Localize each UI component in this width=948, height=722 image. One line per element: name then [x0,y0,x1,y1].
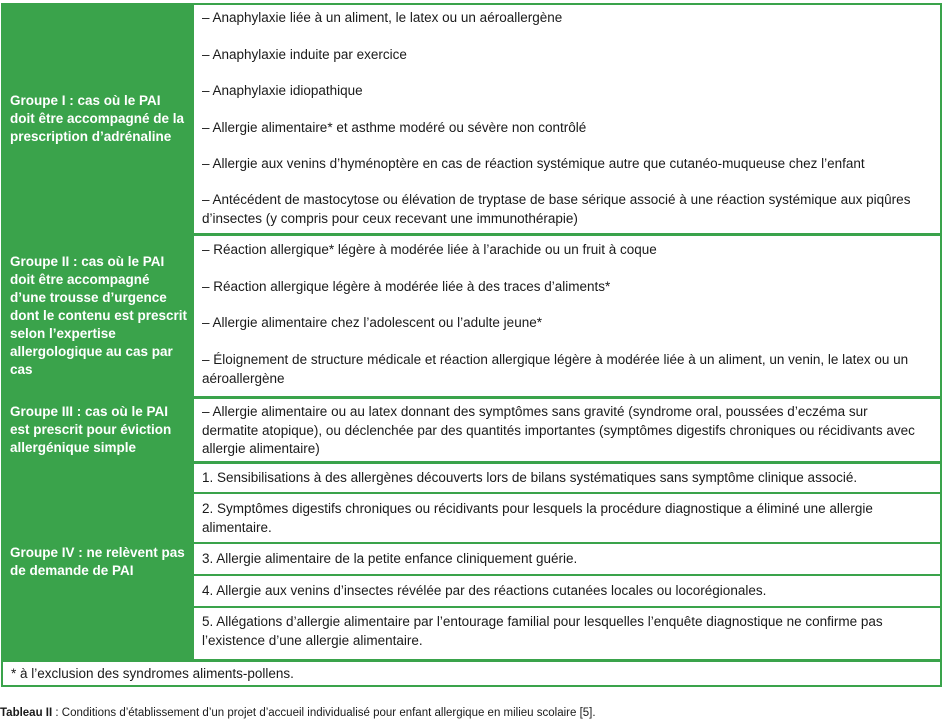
group-4-item-row [194,494,940,544]
group-1-title: Groupe I : cas où le PAI doit être accompagné de la prescription d’adrénaline [10,93,185,144]
group-1-row [3,5,940,233]
group-1-item: – Allergie alimentaire* et asthme modéré ou sévère non contrôlé [202,120,587,135]
group-3-header [3,399,194,461]
group-3-title: Groupe III : cas où le PAI est prescrit pour éviction allergénique simple [10,404,172,455]
group-1-item: – Antécédent de mastocytose ou élévation de tryptase de base sérique associé à une réaction systémique aux piqûres d’insectes (y compris pour ceux recevant une immunothérapie) [202,192,911,226]
group-4-item-row [194,544,940,576]
group-4-item: 2. Symptômes digestifs chroniques ou récidivants pour lesquels la procédure diagnostique a éliminé une allergie alimentaire. [202,501,873,535]
group-2-item: – Réaction allergique* légère à modérée liée à l’arachide ou un fruit à coque [202,242,657,257]
caption-label: Tableau II [0,707,53,719]
group-4-row [3,464,940,659]
group-4-title: Groupe IV : ne relèvent pas de demande de PAI [10,544,185,578]
group-2-row [3,236,940,396]
group-2-item: – Réaction allergique légère à modérée liée à des traces d’aliments* [202,279,611,294]
table-caption [0,706,596,720]
table-footnote: * à l’exclusion des syndromes aliments-pollens. [11,666,294,681]
group-1-item: – Allergie aux venins d’hyménoptère en cas de réaction systémique autre que cutanéo-muqueuse chez l’enfant [202,156,865,171]
group-4-item-row [194,464,940,494]
group-4-item: 4. Allergie aux venins d’insectes révélée par des réactions cutanées locales ou locorégionales. [202,583,767,598]
group-2-title: Groupe II : cas où le PAI doit être accompagné d’une trousse d’urgence dont le contenu est prescrit selon l’expertise allergologique au cas par cas [10,254,188,377]
group-4-header [3,464,194,659]
pai-table [1,3,942,687]
group-4-item-row [194,608,940,659]
group-1-items [194,5,940,233]
group-3-items [194,399,940,461]
group-4-item: 3. Allergie alimentaire de la petite enfance cliniquement guérie. [202,551,578,566]
row-divider [3,659,940,662]
group-1-header [3,5,194,233]
group-2-item: – Éloignement de structure médicale et réaction allergique légère à modérée liée à un aliment, un venin, le latex ou un aéroallergène [202,352,909,386]
group-1-item: – Anaphylaxie idiopathique [202,83,363,98]
caption-text: : Conditions d’établissement d’un projet d’accueil individualisé pour enfant allergique en milieu scolaire [5]. [52,707,596,719]
group-4-item: 1. Sensibilisations à des allergènes découverts lors de bilans systématiques sans symptôme clinique associé. [202,470,858,485]
group-1-item: – Anaphylaxie liée à un aliment, le latex ou un aéroallergène [202,10,563,25]
group-2-items [194,236,940,396]
group-4-item-row [194,576,940,608]
group-2-item: – Allergie alimentaire chez l’adolescent ou l’adulte jeune* [202,315,542,330]
group-3-row [3,399,940,461]
group-1-item: – Anaphylaxie induite par exercice [202,47,407,62]
group-2-header [3,236,194,396]
group-4-item: 5. Allégations d’allergie alimentaire par l’entourage familial pour lesquelles l’enquête diagnostique ne confirme pas l’existence d’une allergie alimentaire. [202,614,883,648]
group-3-item: – Allergie alimentaire ou au latex donnant des symptômes sans gravité (syndrome oral, poussées d’eczéma sur dermatite atopique), ou déclenchée par des quantités importantes (symptômes digestifs chroniques ou récidivants avec allergie alimentaire) [202,404,915,456]
group-4-items [194,464,940,659]
